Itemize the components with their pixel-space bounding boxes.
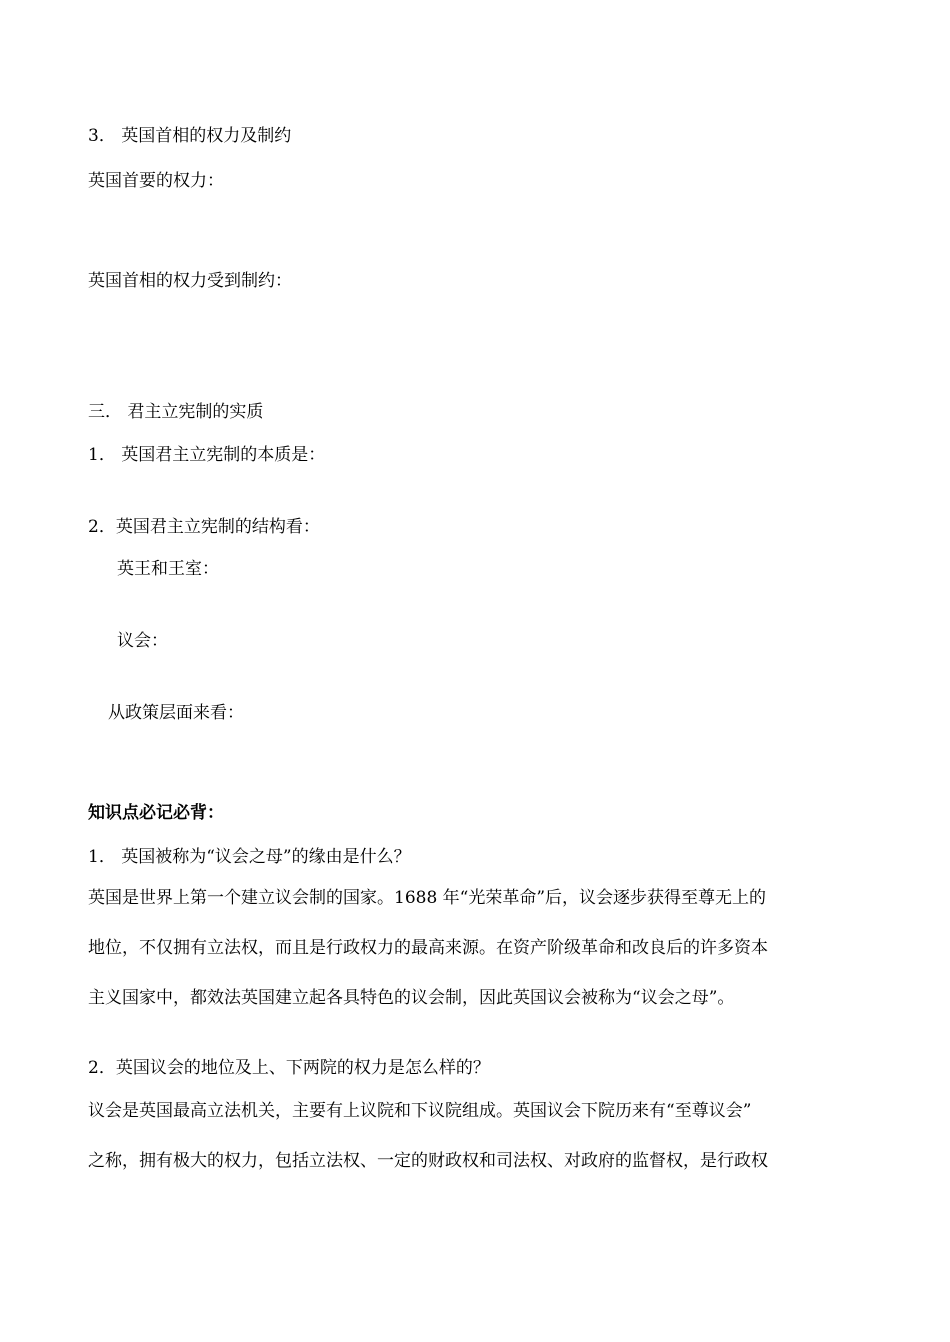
part-heading-essence: 三． 君主立宪制的实质 — [88, 402, 264, 422]
essence-item-1: 1． 英国君主立宪制的本质是： — [88, 445, 326, 465]
answer-1-line-3: 主义国家中，都效法英国建立起各具特色的议会制，因此英国议会被称为“议会之母”。 — [88, 988, 735, 1008]
pm-powers-label: 英国首要的权力： — [88, 171, 224, 191]
knowledge-title: 知识点必记必背： — [88, 803, 224, 823]
pm-limits-label: 英国首相的权力受到制约： — [88, 271, 292, 291]
question-2: 2．英国议会的地位及上、下两院的权力是怎么样的？ — [88, 1058, 490, 1078]
question-1: 1． 英国被称为“议会之母”的缘由是什么？ — [88, 847, 411, 867]
answer-2-line-2: 之称，拥有极大的权力，包括立法权、一定的财政权和司法权、对政府的监督权，是行政权 — [88, 1151, 768, 1171]
answer-1-line-2: 地位，不仅拥有立法权，而且是行政权力的最高来源。在资产阶级革命和改良后的许多资本 — [88, 938, 768, 958]
essence-item-2: 2．英国君主立宪制的结构看： — [88, 517, 320, 537]
answer-2-line-1: 议会是英国最高立法机关，主要有上议院和下议院组成。英国议会下院历来有“至尊议会” — [88, 1101, 752, 1121]
parliament-label: 议会： — [117, 631, 168, 651]
answer-1-line-1: 英国是世界上第一个建立议会制的国家。1688 年“光荣革命”后，议会逐步获得至尊无上的 — [88, 888, 767, 908]
policy-level-label: 从政策层面来看： — [108, 703, 244, 723]
section-heading-pm-power: 3． 英国首相的权力及制约 — [88, 126, 292, 146]
king-and-royal-label: 英王和王室： — [117, 559, 219, 579]
